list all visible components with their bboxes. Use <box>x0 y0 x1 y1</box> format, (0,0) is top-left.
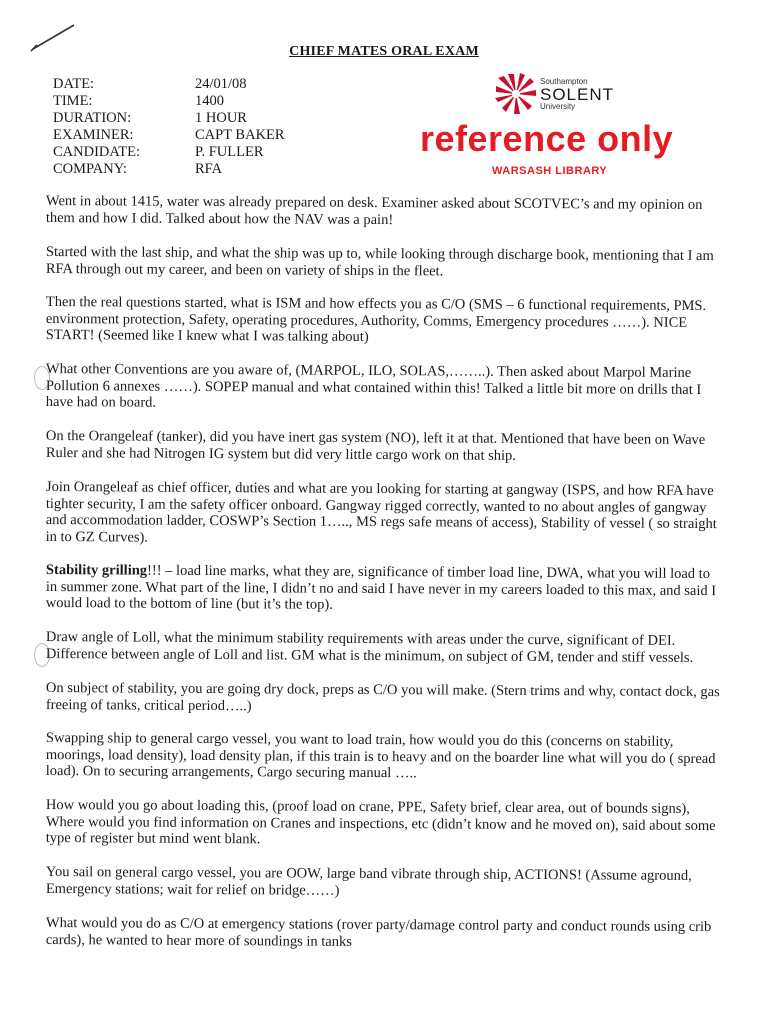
detail-value: 1400 <box>195 93 224 109</box>
paragraph-text: Swapping ship to general cargo vessel, you want to load train, how would you do this (concerns on stability, moorings, load density), load density plan, if this train is to heavy and on the boarder line what will you do ( spread load). On to securing arrangements, Cargo securing manual ….. <box>45 730 716 782</box>
logo-name-text: SOLENT <box>540 84 615 104</box>
note-paragraph <box>46 479 722 549</box>
university-logo <box>494 72 614 116</box>
detail-row <box>53 110 335 127</box>
detail-label: TIME: <box>53 93 93 109</box>
paragraph-text: Draw angle of Loll, what the minimum stability requirements with areas under the curve, significant of DEI. Difference between angle of Loll and list. GM what is the minimum, on subject of GM, tender and stiff vessels. <box>45 629 694 666</box>
paragraph-text: What other Conventions are you aware of, (MARPOL, ILO, SOLAS,……..). Then asked about Marpol Marine Pollution 6 annexes ……). SOPEP manual and what contained within this! Talked a little bit more on drills that I have had on board. <box>45 361 702 411</box>
detail-label: EXAMINER: <box>53 127 134 143</box>
paragraph-text: How would you go about loading this, (proof load on crane, PPE, Safety brief, clear area, out of bounds signs), Where would you find information on Cranes and inspections, etc (didn’t know and he moved on), said about some type of register but mind went blank. <box>45 797 716 848</box>
note-paragraph <box>46 629 722 666</box>
paragraph-text: On the Orangeleaf (tanker), did you have inert gas system (NO), left it at that. Mentioned that have been on Wave Ruler and she had Nitrogen IG system but did very little cargo work on that ship. <box>45 428 706 464</box>
detail-value: 1 HOUR <box>195 110 247 126</box>
logo-wordmark <box>540 78 614 111</box>
detail-label: DATE: <box>53 76 95 92</box>
reference-only-stamp: reference only <box>420 118 674 159</box>
detail-row <box>53 144 335 161</box>
note-paragraph <box>46 562 722 616</box>
detail-value: 24/01/08 <box>195 76 247 92</box>
note-paragraph <box>46 361 722 415</box>
solent-logo-icon <box>494 72 538 116</box>
detail-row <box>53 161 335 178</box>
detail-row <box>53 93 335 110</box>
detail-value: RFA <box>195 161 223 177</box>
paragraph-text: Started with the last ship, and what the ship was up to, while looking through discharge book, mentioning that I am RFA through out my career, and been on variety of ships in the fleet. <box>45 243 714 279</box>
detail-row <box>53 76 335 93</box>
paragraph-text: !!! – load line marks, what they are, significance of timber load line, DWA, what you will load to in summer zone. What part of the line, I didn’t no and said I have never in my careers loaded to this max, and said I would load to the bottom of line (but it’s the top). <box>45 562 717 613</box>
note-paragraph <box>46 864 722 901</box>
paragraph-text: You sail on general cargo vessel, you are OOW, large band vibrate through ship, ACTIONS! (Assume aground, Emergency stations; wait for relief on bridge……) <box>45 864 692 899</box>
note-paragraph <box>46 797 722 851</box>
paragraph-text: What would you do as C/O at emergency stations (rover party/damage control party and conduct rounds using crib cards), he wanted to hear more of soundings in tanks <box>45 914 712 949</box>
note-paragraph <box>46 244 722 281</box>
note-paragraph <box>46 915 722 952</box>
paragraph-text: Went in about 1415, water was already prepared on desk. Examiner asked about SCOTVEC’s and my opinion on them and how I did. Talked about how the NAV was a pain! <box>45 193 703 228</box>
detail-label: COMPANY: <box>53 161 127 177</box>
detail-value: CAPT BAKER <box>195 127 285 143</box>
logo-top-text: Southampton <box>540 76 588 86</box>
library-name: WARSASH LIBRARY <box>492 165 608 177</box>
exam-details <box>53 76 335 178</box>
note-paragraph <box>46 428 722 465</box>
paragraph-lead: Stability grilling <box>45 562 148 579</box>
logo-sub-text: University <box>540 101 576 111</box>
detail-value: P. FULLER <box>195 144 264 160</box>
note-paragraph <box>46 680 722 717</box>
paragraph-text: Then the real questions started, what is ISM and how effects you as C/O (SMS – 6 functional requirements, PMS. environment protection, Safety, operating procedures, Authority, Comms, Emergency procedures ……). NICE START! (Seemed like I knew what I was talking about) <box>45 294 707 345</box>
note-paragraph <box>46 294 722 348</box>
detail-label: DURATION: <box>53 110 132 126</box>
note-paragraph <box>46 193 722 230</box>
page-title: CHIEF MATES ORAL EXAM <box>289 44 479 59</box>
exam-notes <box>46 193 722 965</box>
note-paragraph <box>46 730 722 784</box>
detail-label: CANDIDATE: <box>53 144 140 160</box>
paragraph-text: Join Orangeleaf as chief officer, duties and what are you looking for starting at gangway (ISPS, and how RFA have tighter security, I am the safety officer onboard. Gangway rigged correctly, wanted to no about angles of gangway and accommodation ladder, COSWP’s Section 1….., MS regs safe means of access), Stability of vessel ( so straight in to GZ Curves). <box>45 478 717 545</box>
paragraph-text: On subject of stability, you are going dry dock, preps as C/O you will make. (Stern trims and why, contact dock, gas freeing of tanks, critical period…..) <box>45 679 720 714</box>
detail-row <box>53 127 335 144</box>
